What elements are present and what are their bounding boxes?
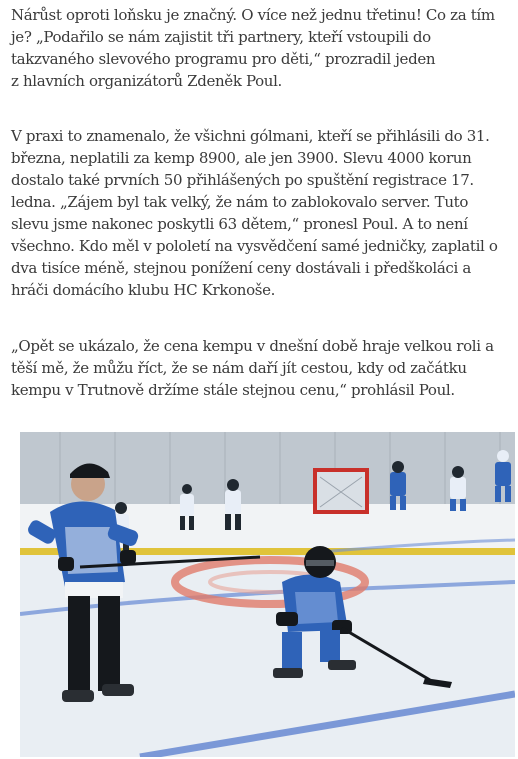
paragraph-line: těší mě, že můžu říct, že se nám daří jít cestou, kdy od začátku [11, 359, 467, 377]
paragraph-line: března, neplatili za kemp 8900, ale jen 3900. Slevu 4000 korun [11, 149, 472, 167]
hockey-camp-photo [20, 432, 515, 757]
paragraph-line: hráči domácího klubu HC Krkonoše. [11, 281, 276, 299]
paragraph-line: dva tisíce méně, stejnou ponížení ceny dostávali i předškoláci a [11, 259, 471, 277]
paragraph-line: z hlavních organizátorů Zdeněk Poul. [11, 72, 282, 90]
paragraph-line: je? „Podařilo se nám zajistit tři partnery, kteří vstoupili do [11, 28, 431, 46]
paragraph-line: takzvaného slevového programu pro děti,“ prozradil jeden [11, 50, 436, 68]
goal-net [315, 470, 367, 512]
paragraph-line: V praxi to znamenalo, že všichni gólmani, kteří se přihlásili do 31. [11, 127, 490, 145]
paragraph-line: Nárůst oproti loňsku je značný. O více než jednu třetinu! Co za tím [11, 6, 495, 24]
photo-illustration [20, 432, 515, 757]
paragraph-1 [11, 4, 511, 92]
paragraph-3 [11, 335, 511, 401]
paragraph-2 [11, 125, 511, 301]
paragraph-line: slevu jsme nakonec poskytli 63 dětem,“ pronesl Poul. A to není [11, 215, 468, 233]
paragraph-line: všechno. Kdo měl v pololetí na vysvědčení samé jedničky, zaplatil o [11, 237, 498, 255]
paragraph-line: dostalo také prvních 50 přihlášených po spuštění registrace 17. [11, 171, 474, 189]
paragraph-line: „Opět se ukázalo, že cena kempu v dnešní době hraje velkou roli a [11, 337, 494, 355]
paragraph-line: kempu v Trutnově držíme stále stejnou cenu,“ prohlásil Poul. [11, 381, 455, 399]
paragraph-line: ledna. „Zájem byl tak velký, že nám to zablokovalo server. Tuto [11, 193, 469, 211]
